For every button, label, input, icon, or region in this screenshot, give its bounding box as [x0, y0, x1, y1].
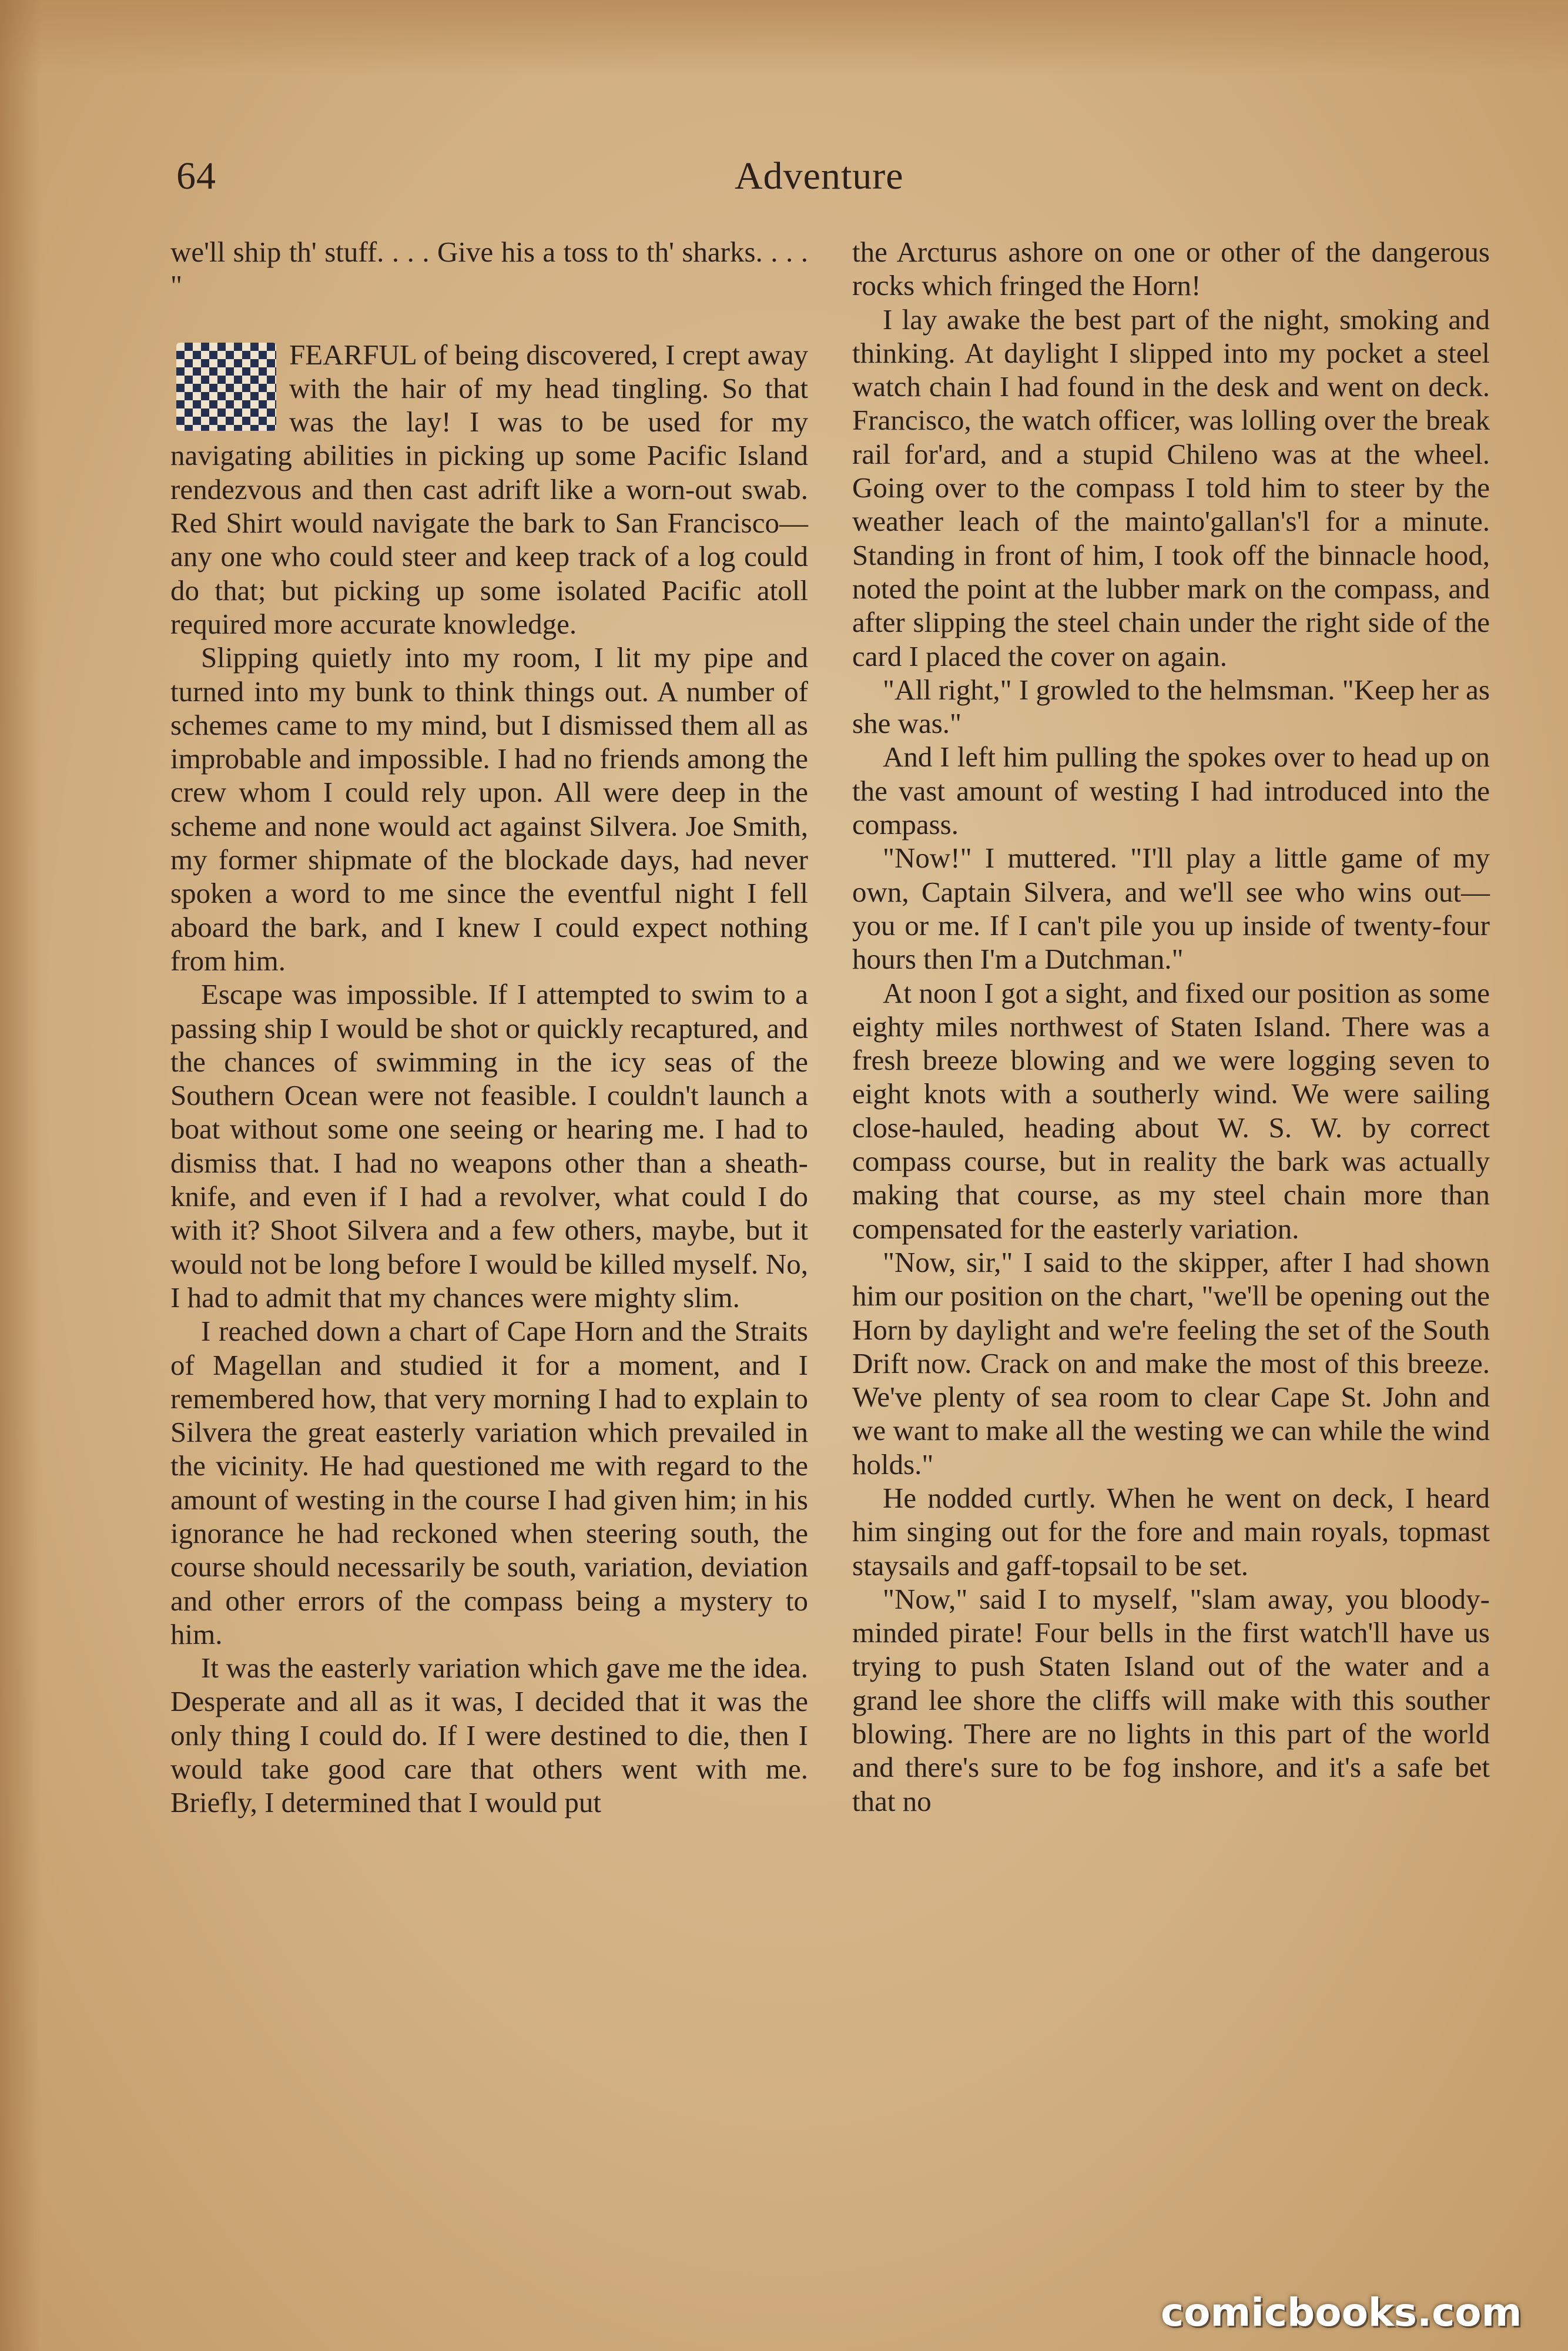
- paragraph: And I left him pulling the spokes over to head up on the vast amount of westing I had introduced into the compass.: [852, 741, 1490, 841]
- paragraph: "Now, sir," I said to the skipper, after I had shown him our position on the chart, "we'll be opening out the Horn by daylight and we're feeling the set of the South Drift now. Crack on and make the most of this breeze. We've plenty of sea room to clear Cape St. John and we want to make all the westing we can while the wind holds.": [852, 1245, 1490, 1481]
- paragraph: "Now," said I to myself, "slam away, you bloody-minded pirate! Four bells in the first watch'll have us trying to push Staten Island out of the water and a grand lee shore the cliffs will make with this souther blowing. There are no lights in this part of the world and there's sure to be fog inshore, and it's a safe bet that no: [852, 1582, 1490, 1817]
- paragraph: Escape was impossible. If I attempted to swim to a passing ship I would be shot or quickly recaptured, and the chances of swimming in the icy seas of the Southern Ocean were not feasible. I couldn't launch a boat without some one seeing or hearing me. I had to dismiss that. I had no weapons other than a sheath-knife, and even if I had a revolver, what could I do with it? Shoot Silvera and a few others, maybe, but it would not be long before I would be killed myself. No, I had to admit that my chances were mighty slim.: [170, 978, 808, 1314]
- paragraph: "Now!" I muttered. "I'll play a little game of my own, Captain Silvera, and we'll see who wins out—you or me. If I can't pile you up inside of twenty-four hours then I'm a Dutchman.": [852, 842, 1490, 976]
- page-top-shadow: [0, 0, 1568, 76]
- paragraph: He nodded curtly. When he went on deck, I heard him singing out for the fore and main royals, topmast staysails and gaff-topsail to be set.: [852, 1481, 1490, 1582]
- paragraph: At noon I got a sight, and fixed our position as some eighty miles northwest of Staten Island. There was a fresh breeze blowing and we were logging seven to eight knots with a southerly wind. We were sailing close-hauled, heading about W. S. W. by correct compass course, but in reality the bark was actually making that course, as my steel chain more than compensated for the easterly variation.: [852, 976, 1490, 1245]
- paragraph: we'll ship th' stuff. . . . Give his a toss to th' sharks. . . . ": [170, 236, 808, 302]
- paragraph: I lay awake the best part of the night, smoking and thinking. At daylight I slipped into my pocket a steel watch chain I had found in the desk and went on deck. Francisco, the watch officer, was lolling over the break rail for'ard, and a stupid Chileno was at the wheel. Going over to the compass I told him to steer by the weather leach of the mainto'gallan's'l for a minute. Standing in front of him, I took off the binnacle hood, noted the point at the lubber mark on the compass, and after slipping the steel chain under the right side of the card I placed the cover on again.: [852, 303, 1490, 672]
- page-left-edge: [0, 0, 41, 2351]
- left-column: [170, 235, 808, 1820]
- paragraph: the Arcturus ashore on one or other of the dangerous rocks which fringed the Horn!: [852, 236, 1490, 302]
- paragraph: Slipping quietly into my room, I lit my pipe and turned into my bunk to think things out. A number of schemes came to my mind, but I dismissed them all as improbable and impossible. I had no friends among the crew whom I could rely upon. All were deep in the scheme and none would act against Silvera. Joe Smith, my former shipmate of the blockade days, had never spoken a word to me since the eventful night I fell aboard the bark, and I knew I could expect nothing from him.: [170, 641, 808, 977]
- running-head: Adventure: [735, 155, 904, 197]
- right-column: [852, 235, 1490, 1818]
- paragraph: It was the easterly variation which gave me the idea. Desperate and all as it was, I decided that it was the only thing I could do. If I were destined to die, then I would take good care that others went with me. Briefly, I determined that I would put: [170, 1652, 808, 1819]
- paragraph-opening: FEARFUL of being discovered, I crept away with the hair of my head tingling. So that was the lay! I was to be used for my navigating abilities in picking up some Pacific Island rendezvous and then cast adrift like a worn-out swab. Red Shirt would navigate the bark to San Francisco—any one who could steer and keep track of a log could do that; but picking up some isolated Pacific atoll required more accurate knowledge.: [170, 338, 808, 640]
- page-number: 64: [176, 155, 216, 197]
- watermark: comicbooks.com: [1161, 2290, 1522, 2335]
- paragraph: "All right," I growled to the helmsman. "Keep her as she was.": [852, 673, 1490, 740]
- paragraph: I reached down a chart of Cape Horn and the Straits of Magellan and studied it for a moment, and I remembered how, that very morning I had to explain to Silvera the great easterly variation which prevailed in the vicinity. He had questioned me with regard to the amount of westing in the course I had given him; in his ignorance he had reckoned when steering south, the course should necessarily be south, variation, deviation and other errors of the compass being a mystery to him.: [170, 1315, 808, 1650]
- section-break: [170, 303, 808, 338]
- ornamental-initial-icon: [176, 343, 276, 431]
